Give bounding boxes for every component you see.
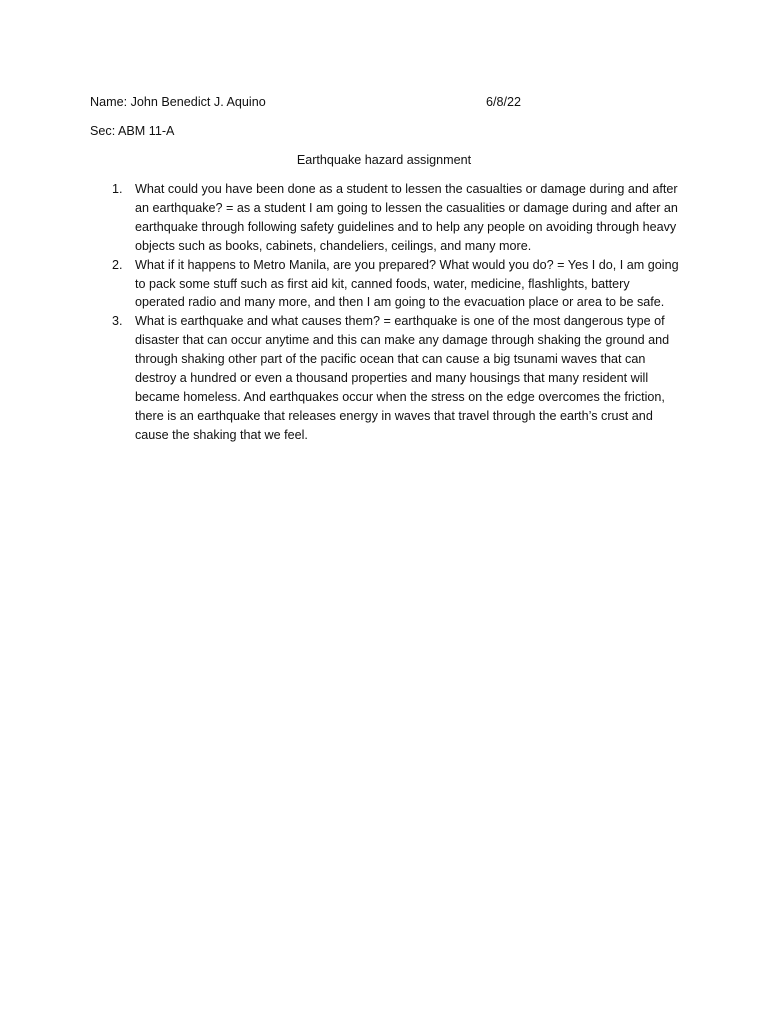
student-name: Name: John Benedict J. Aquino xyxy=(90,95,266,109)
question-answer-text: What if it happens to Metro Manila, are you prepared? What would you do? = Yes I do, I am going to pack some stuff such as first aid kit, canned foods, water, medicine, flashlights, battery operated radio and many more, and then I am going to the evacuation place or area to be safe. xyxy=(135,257,679,310)
question-answer-text: What is earthquake and what causes them? = earthquake is one of the most dangerous type of disaster that can occur anytime and this can make any damage through shaking the ground and through shaking other part of the pacific ocean that can cause a big tsunami waves that can destroy a hundred or even a thousand properties and many housings that many resident will became homeless. And earthquakes occur when the stress on the edge overcomes the friction, there is an earthquake that releases energy in waves that travel through the earth’s crust and cause the shaking that we feel. xyxy=(135,314,670,442)
document-title: Earthquake hazard assignment xyxy=(296,153,472,167)
question-answer-text: What could you have been done as a student to lessen the casualties or damage during and after an earthquake? = as a student I am going to lessen the casualities or damage during and after an earthquake through following safety guidelines and to help any people on avoiding through heavy objects such as books, cabinets, chandeliers, ceilings, and many more. xyxy=(135,182,678,253)
question-list xyxy=(90,180,680,445)
question-item xyxy=(90,312,680,444)
question-item xyxy=(90,180,680,256)
student-section: Sec: ABM 11-A xyxy=(90,124,175,138)
question-number: 2. xyxy=(112,257,123,272)
question-number: 1. xyxy=(112,182,123,196)
question-item xyxy=(90,256,680,313)
question-number: 3. xyxy=(112,314,123,329)
assignment-date: 6/8/22 xyxy=(486,95,522,109)
